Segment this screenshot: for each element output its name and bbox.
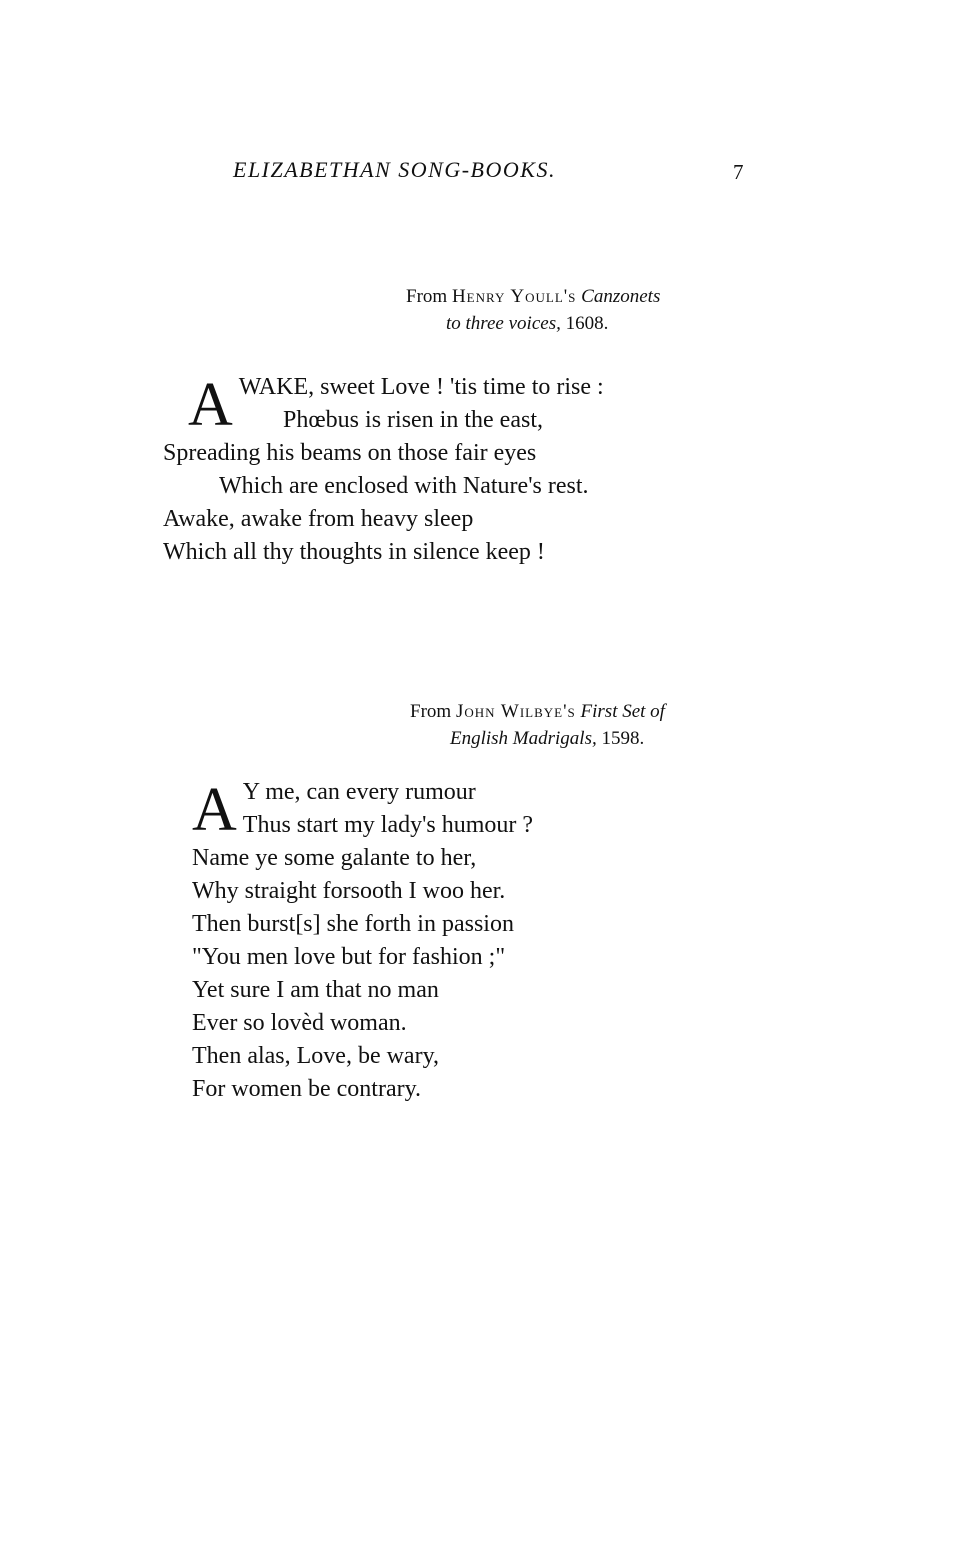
poem-line: Ever so lovèd woman. bbox=[192, 1010, 407, 1036]
attribution-line-2 bbox=[406, 310, 660, 337]
poem-line: Yet sure I am that no man bbox=[192, 977, 439, 1003]
poem-line: "You men love but for fashion ;" bbox=[192, 944, 506, 970]
poem-line: Y me, can every rumour bbox=[242, 779, 476, 805]
attribution-2 bbox=[410, 698, 665, 752]
poem-line: For women be contrary. bbox=[192, 1076, 422, 1102]
poem-line: WAKE, sweet Love ! 'tis time to rise : bbox=[238, 374, 604, 400]
poem-line: Awake, awake from heavy sleep bbox=[163, 506, 474, 532]
attribution-author: John Wilbye's bbox=[455, 701, 576, 722]
page-number: 7 bbox=[733, 160, 744, 184]
attribution-work-cont: English Madrigals, bbox=[450, 728, 597, 749]
poem-line: Spreading his beams on those fair eyes bbox=[163, 440, 537, 466]
attribution-year: 1608. bbox=[565, 313, 609, 334]
poem-1 bbox=[163, 371, 604, 569]
drop-cap: A bbox=[188, 371, 233, 439]
poem-line: Why straight forsooth I woo her. bbox=[192, 878, 506, 904]
poem-line: Phœbus is risen in the east, bbox=[283, 407, 543, 433]
drop-cap: A bbox=[192, 776, 237, 844]
poem-line: Which all thy thoughts in silence keep ! bbox=[163, 539, 545, 565]
running-head: ELIZABETHAN SONG-BOOKS. bbox=[233, 157, 556, 182]
attribution-author: Henry Youll's bbox=[451, 286, 577, 307]
attribution-work: First Set of bbox=[580, 701, 665, 722]
attribution-work: Canzonets bbox=[581, 286, 661, 307]
attribution-work-cont: to three voices, bbox=[446, 313, 561, 334]
poem-line: Then burst[s] she forth in passion bbox=[192, 911, 514, 937]
attribution-prefix: From bbox=[410, 701, 452, 722]
poem-line: Thus start my lady's humour ? bbox=[242, 812, 534, 838]
attribution-year: 1598. bbox=[601, 728, 645, 749]
poem-line: Name ye some galante to her, bbox=[192, 845, 477, 871]
poem-2 bbox=[192, 776, 534, 1106]
attribution-prefix: From bbox=[406, 286, 448, 307]
attribution-1 bbox=[406, 283, 660, 337]
poem-line: Then alas, Love, be wary, bbox=[192, 1043, 440, 1069]
poem-line: Which are enclosed with Nature's rest. bbox=[219, 473, 589, 499]
attribution-line-2 bbox=[410, 725, 665, 752]
